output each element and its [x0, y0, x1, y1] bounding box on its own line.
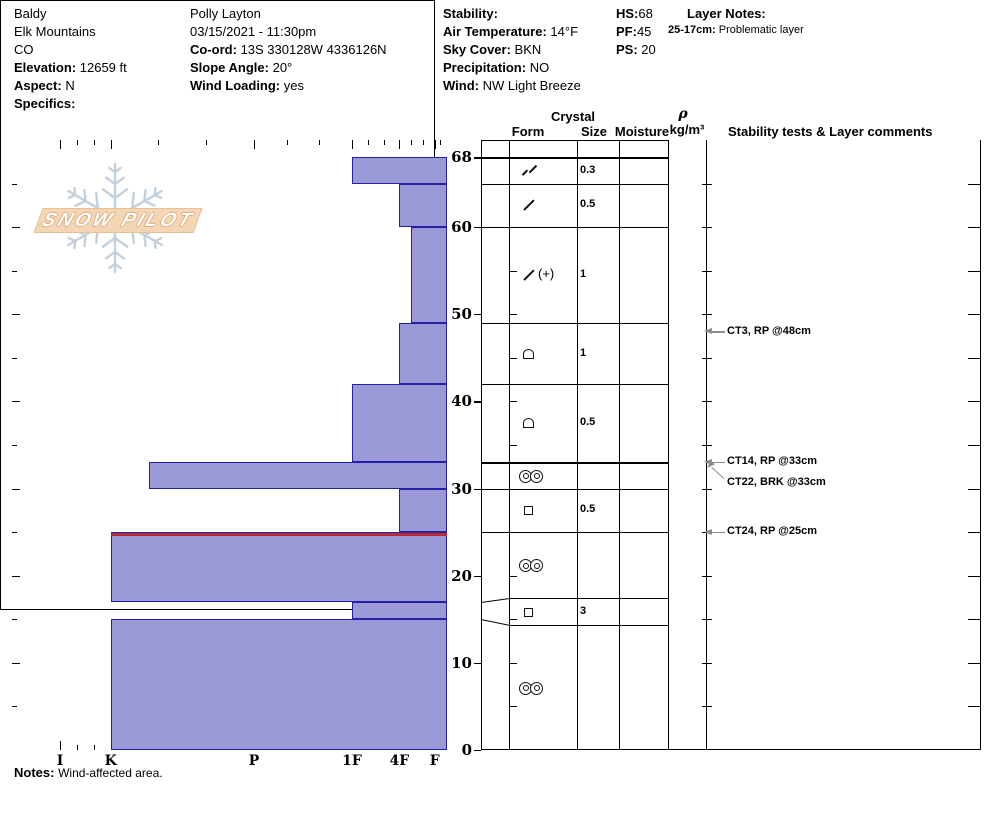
stability-test-label: CT3, RP @48cm: [727, 324, 811, 337]
x-axis-minor-tick: [77, 140, 78, 145]
table-depth-tick: [509, 271, 517, 272]
notes-text: Wind-affected area.: [58, 766, 163, 780]
x-axis-minor-tick: [94, 745, 95, 750]
stability-arrow-line: [711, 532, 725, 533]
x-axis-minor-tick: [423, 140, 424, 145]
table-depth-tick: [702, 271, 712, 272]
table-depth-tick: [968, 314, 980, 315]
table-row-divider: [481, 323, 668, 324]
slope-angle-value: 20°: [272, 60, 293, 75]
table-row-divider: [509, 625, 668, 626]
pf-label: PF:: [616, 24, 637, 39]
depth-axis-label: 20: [451, 566, 472, 585]
x-axis-minor-tick: [158, 140, 159, 145]
depth-minor-tick: [12, 314, 20, 315]
layer-notes-title: Layer Notes:: [687, 6, 766, 21]
table-depth-tick: [968, 227, 980, 228]
table-depth-tick: [968, 576, 980, 577]
grain-size-value: 1: [580, 346, 587, 359]
snow-layer-bar: [352, 602, 447, 619]
depth-minor-tick: [12, 576, 20, 577]
table-depth-tick: [509, 445, 517, 446]
melt-form-inner-circle: [523, 473, 529, 479]
snowpilot-logo: [33, 208, 202, 233]
slope-angle-label: Slope Angle:: [190, 60, 269, 75]
depth-minor-tick: [12, 619, 17, 620]
precip-value: NO: [529, 60, 550, 75]
grain-secondary-form: (+): [538, 266, 555, 282]
hardness-axis-label: P: [248, 753, 260, 769]
problematic-layer-red-line: [111, 533, 447, 535]
table-depth-tick: [509, 358, 517, 359]
ps-label: PS:: [616, 42, 638, 57]
air-temp-value: 14°F: [550, 24, 579, 39]
depth-major-tick: [474, 750, 481, 751]
faceted-crystal-icon: [524, 506, 533, 515]
x-axis-minor-tick: [440, 140, 441, 145]
wind-loading-label: Wind Loading:: [190, 78, 281, 93]
aspect-value: N: [65, 78, 75, 93]
table-depth-tick: [968, 401, 980, 402]
depth-minor-tick: [12, 358, 17, 359]
stability-label: Stability:: [443, 6, 498, 21]
table-top-border: [481, 140, 668, 141]
depth-minor-tick: [12, 271, 17, 272]
layer-note-text: Problematic layer: [718, 24, 804, 36]
x-axis-major-tick: [60, 741, 61, 750]
depth-major-tick: [474, 663, 481, 664]
density-column-left-border: [668, 140, 669, 750]
snowpilot-logo-text: SNOW PILOT: [39, 209, 198, 231]
rounding-facets-icon: [523, 349, 534, 359]
table-depth-tick: [509, 619, 517, 620]
x-axis-major-tick: [399, 140, 400, 149]
table-depth-tick: [509, 576, 517, 577]
x-axis-major-tick: [60, 140, 61, 149]
hs-label: HS:: [616, 6, 639, 21]
moisture-column-left-border: [619, 140, 620, 750]
stability-column-header: Stability tests & Layer comments: [728, 124, 933, 139]
hardness-axis-label: K: [104, 753, 117, 769]
chart-frame: [0, 0, 435, 610]
snow-layer-bar: [111, 619, 447, 750]
crystal-header: Crystal: [550, 109, 596, 124]
form-column-header: Form: [511, 124, 545, 139]
x-axis-minor-tick: [384, 140, 385, 145]
ps-value: 20: [641, 42, 656, 57]
row-leader-line: [481, 619, 509, 626]
notes-label: Notes:: [14, 765, 55, 780]
table-depth-tick: [702, 401, 712, 402]
wind-loading-value: yes: [283, 78, 304, 93]
grain-slash: [529, 164, 537, 172]
x-axis-minor-tick: [319, 140, 320, 145]
melt-form-inner-circle: [534, 473, 540, 479]
snow-layer-bar: [399, 323, 447, 384]
table-depth-tick: [702, 706, 712, 707]
table-depth-tick: [968, 532, 980, 533]
faceted-crystal-icon: [524, 608, 533, 617]
size-column-left-border: [577, 140, 578, 750]
x-axis-major-tick: [111, 140, 112, 149]
density-units-header: kg/m³: [669, 122, 705, 137]
table-depth-tick: [968, 706, 980, 707]
table-depth-tick: [509, 532, 517, 533]
x-axis-minor-tick: [368, 140, 369, 145]
depth-major-tick: [474, 157, 481, 158]
mountain-range: Elk Mountains: [14, 24, 96, 39]
depth-minor-tick: [12, 227, 20, 228]
specifics-label: Specifics:: [14, 96, 76, 111]
depth-minor-tick: [12, 401, 20, 402]
grain-slash: [522, 169, 528, 175]
table-depth-tick: [968, 184, 980, 185]
density-header: ρ: [678, 106, 688, 122]
stability-test-label: CT24, RP @25cm: [727, 525, 818, 538]
hardness-axis-label: I: [56, 753, 64, 769]
table-depth-tick: [702, 576, 712, 577]
table-row-divider: [509, 598, 668, 599]
stability-arrow-line: [711, 331, 725, 332]
hardness-axis-label: 1F: [342, 753, 362, 769]
depth-major-tick: [474, 401, 481, 402]
grain-size-value: 0.5: [580, 198, 596, 211]
grain-slash: [523, 270, 534, 281]
snow-layer-bar: [149, 462, 447, 488]
depth-axis-label: 30: [451, 479, 472, 498]
table-depth-tick: [968, 489, 980, 490]
elevation-label: Elevation:: [14, 60, 77, 75]
table-depth-tick: [509, 227, 517, 228]
hardness-axis-label: 4F: [389, 753, 410, 769]
observation-datetime: 03/15/2021 - 11:30pm: [190, 24, 317, 39]
depth-minor-tick: [12, 184, 17, 185]
table-depth-tick: [702, 619, 712, 620]
x-axis-major-tick: [254, 140, 255, 149]
table-depth-tick: [702, 445, 712, 446]
coord-value: 13S 330128W 4336126N: [240, 42, 387, 57]
stability-arrow-line: [711, 467, 725, 479]
depth-axis-label: 50: [451, 305, 472, 324]
depth-minor-tick: [12, 489, 20, 490]
grain-size-value: 0.3: [580, 163, 596, 176]
table-depth-tick: [702, 358, 712, 359]
depth-major-tick: [474, 227, 481, 228]
depth-major-tick: [474, 489, 481, 490]
depth-minor-tick: [12, 706, 17, 707]
depth-axis-label: 0: [461, 741, 472, 759]
sky-cover-label: Sky Cover:: [443, 42, 511, 57]
x-axis-minor-tick: [77, 745, 78, 750]
table-depth-tick: [968, 358, 980, 359]
table-depth-tick: [509, 706, 517, 707]
table-row-divider: [481, 157, 668, 158]
row-leader-line: [481, 598, 509, 603]
table-left-border: [481, 140, 482, 750]
depth-major-tick: [474, 576, 481, 577]
table-depth-tick: [509, 184, 517, 185]
depth-axis-label: 68: [451, 148, 472, 167]
x-axis-minor-tick: [287, 140, 288, 145]
aspect-label: Aspect:: [14, 78, 62, 93]
table-depth-tick: [968, 619, 980, 620]
table-row-divider: [481, 462, 668, 463]
size-column-header: Size: [580, 124, 608, 139]
x-axis-minor-tick: [411, 140, 412, 145]
hs-value: 68: [638, 6, 653, 21]
coord-label: Co-ord:: [190, 42, 237, 57]
wind-value: NW Light Breeze: [482, 78, 581, 93]
stability-test-label: CT14, RP @33cm: [727, 455, 818, 468]
stability-arrow-head: [704, 529, 712, 535]
precip-label: Precipitation:: [443, 60, 527, 75]
depth-axis-label: 10: [451, 653, 472, 672]
depth-minor-tick: [12, 445, 17, 446]
comments-column-right-border: [980, 140, 981, 750]
table-depth-tick: [702, 314, 712, 315]
grain-size-value: 0.5: [580, 416, 596, 429]
wind-label: Wind:: [443, 78, 479, 93]
depth-major-tick: [474, 314, 481, 315]
table-depth-tick: [509, 314, 517, 315]
pf-value: 45: [636, 24, 652, 39]
rounding-facets-icon: [523, 418, 534, 428]
melt-form-inner-circle: [534, 563, 540, 569]
table-depth-tick: [968, 445, 980, 446]
depth-axis-label: 60: [451, 218, 472, 237]
table-depth-tick: [968, 663, 980, 664]
depth-minor-tick: [12, 532, 17, 533]
grain-size-value: 3: [580, 604, 587, 617]
state: CO: [14, 42, 34, 57]
depth-minor-tick: [12, 663, 20, 664]
layer-note-range: 25-17cm:: [668, 24, 716, 36]
table-depth-tick: [968, 271, 980, 272]
x-axis-minor-tick: [206, 140, 207, 145]
grain-size-value: 0.5: [580, 503, 596, 516]
grain-size-value: 1: [580, 268, 587, 281]
melt-form-inner-circle: [523, 563, 529, 569]
notes-line: [14, 765, 163, 780]
grain-slash: [523, 200, 534, 211]
table-row-divider: [481, 384, 668, 385]
snow-layer-bar: [111, 532, 447, 602]
sky-cover-value: BKN: [514, 42, 542, 57]
table-depth-tick: [702, 184, 712, 185]
stability-test-label: CT22, BRK @33cm: [727, 476, 826, 489]
air-temp-label: Air Temperature:: [443, 24, 547, 39]
table-depth-tick: [509, 663, 517, 664]
moisture-column-header: Moisture: [614, 124, 670, 139]
melt-form-inner-circle: [534, 685, 540, 691]
table-depth-tick: [702, 227, 712, 228]
depth-axis-label: 40: [451, 392, 472, 411]
melt-form-inner-circle: [523, 685, 529, 691]
table-bottom-border: [481, 749, 981, 750]
elevation-value: 12659 ft: [79, 60, 127, 75]
observer-name: Polly Layton: [190, 6, 261, 21]
x-axis-minor-tick: [94, 140, 95, 145]
site-name: Baldy: [14, 6, 47, 21]
table-depth-tick: [702, 663, 712, 664]
table-depth-tick: [702, 489, 712, 490]
hardness-axis-label: F: [429, 753, 440, 769]
table-depth-tick: [509, 401, 517, 402]
x-axis-major-tick: [352, 140, 353, 149]
table-depth-tick: [509, 489, 517, 490]
stability-arrow-head: [704, 328, 712, 334]
